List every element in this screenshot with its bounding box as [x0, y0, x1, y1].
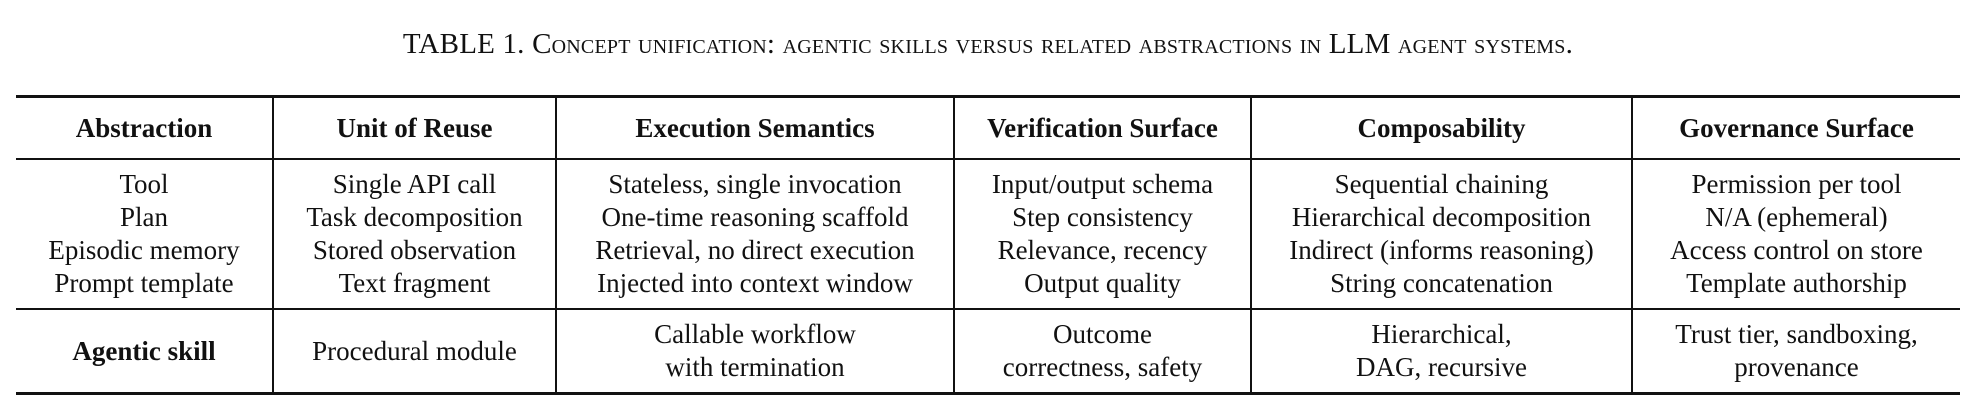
- execution-plan: One-time reasoning scaffold: [601, 202, 909, 232]
- composability-episodic-memory: Indirect (informs reasoning): [1289, 235, 1594, 265]
- verification-prompt-template: Output quality: [1024, 268, 1181, 298]
- skill-composability-line-2: DAG, recursive: [1356, 352, 1527, 382]
- table-header: [16, 97, 1960, 160]
- verification-episodic-memory: Relevance, recency: [997, 235, 1208, 265]
- verification-surface-cell: [954, 159, 1251, 309]
- header-execution-semantics: Execution Semantics: [556, 97, 954, 160]
- header-abstraction: Abstraction: [75, 112, 213, 143]
- abstraction-plan: Plan: [119, 202, 168, 232]
- skill-governance-line-1: Trust tier, sandboxing,: [1675, 319, 1918, 349]
- concept-unification-table: [16, 95, 1960, 395]
- execution-prompt-template: Injected into context window: [597, 268, 913, 298]
- unit-plan: Task decomposition: [306, 202, 523, 232]
- agentic-skill-group: [16, 309, 1960, 394]
- composability-plan: Hierarchical decomposition: [1291, 202, 1592, 232]
- unit-episodic-memory: Stored observation: [312, 235, 517, 265]
- header-unit-of-reuse: Unit of Reuse: [273, 97, 556, 160]
- governance-surface-cell: [1632, 159, 1960, 309]
- caption-prefix: TABLE 1. C: [402, 28, 552, 60]
- skill-verification-line-1: Outcome: [1053, 319, 1152, 349]
- header-governance-surface: Governance Surface: [1632, 97, 1960, 160]
- abstraction-episodic-memory: Episodic memory: [48, 235, 240, 265]
- table-container: [16, 95, 1960, 395]
- unit-prompt-template: Text fragment: [338, 268, 491, 298]
- unit-of-reuse-cell: [273, 159, 556, 309]
- caption-body: oncept unification: agentic skills versus related abstractions in: [551, 28, 1329, 60]
- skill-execution-line-1: Callable workflow: [654, 319, 856, 349]
- skill-abstraction: Agentic skill: [72, 335, 216, 366]
- verification-plan: Step consistency: [1012, 202, 1193, 232]
- table-row-agentic-skill: [16, 309, 1960, 394]
- skill-unit-of-reuse: Procedural module: [273, 309, 556, 394]
- governance-tool: Permission per tool: [1691, 169, 1902, 199]
- abstraction-tool: Tool: [119, 169, 169, 199]
- execution-tool: Stateless, single invocation: [608, 169, 902, 199]
- composability-tool: Sequential chaining: [1334, 169, 1549, 199]
- skill-composability: [1251, 309, 1632, 394]
- caption-tail: agent systems.: [1390, 28, 1574, 60]
- composability-prompt-template: String concatenation: [1330, 268, 1553, 298]
- composability-cell: [1251, 159, 1632, 309]
- skill-verification-line-2: correctness, safety: [1002, 352, 1203, 382]
- verification-tool: Input/output schema: [991, 169, 1214, 199]
- table-row: [16, 159, 1960, 309]
- skill-execution-semantics: [556, 309, 954, 394]
- table-caption: [0, 28, 1976, 61]
- governance-plan: N/A (ephemeral): [1705, 202, 1888, 232]
- skill-governance-line-2: provenance: [1734, 352, 1859, 382]
- skill-verification-surface: [954, 309, 1251, 394]
- header-composability: Composability: [1251, 97, 1632, 160]
- execution-episodic-memory: Retrieval, no direct execution: [595, 235, 915, 265]
- unit-tool: Single API call: [332, 169, 497, 199]
- execution-semantics-cell: [556, 159, 954, 309]
- skill-composability-line-1: Hierarchical,: [1371, 319, 1512, 349]
- skill-execution-line-2: with termination: [665, 352, 845, 382]
- header-row: [16, 97, 1960, 160]
- header-verification-surface: Verification Surface: [954, 97, 1251, 160]
- caption-llm: LLM: [1328, 28, 1391, 60]
- governance-episodic-memory: Access control on store: [1670, 235, 1923, 265]
- abstraction-prompt-template: Prompt template: [54, 268, 234, 298]
- related-abstractions-group: [16, 159, 1960, 309]
- governance-prompt-template: Template authorship: [1686, 268, 1907, 298]
- skill-governance-surface: [1632, 309, 1960, 394]
- abstraction-cell: [16, 159, 273, 309]
